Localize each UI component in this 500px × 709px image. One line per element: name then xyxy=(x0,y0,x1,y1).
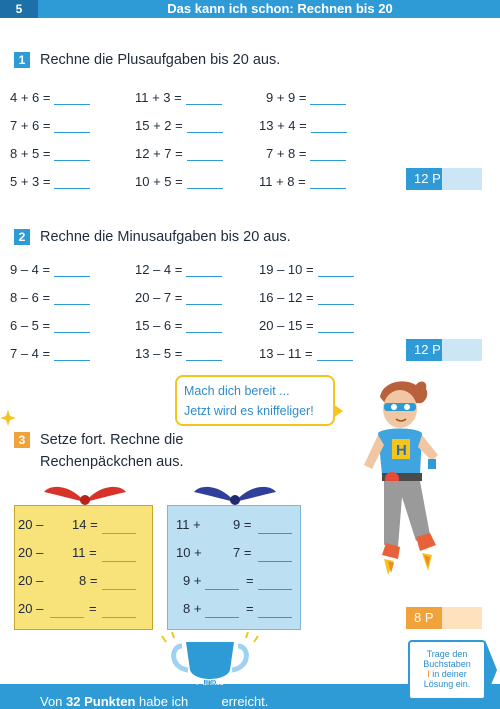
hint-letter: I xyxy=(427,669,430,679)
superhero-boy-illustration xyxy=(358,375,476,585)
answer-blank[interactable] xyxy=(54,118,90,133)
answer-blank[interactable] xyxy=(187,174,223,189)
task-text: 13 – 11 = xyxy=(259,346,313,361)
task-text: 8 – 6 = xyxy=(10,290,51,305)
row-right: = xyxy=(246,573,254,588)
answer-blank[interactable] xyxy=(186,262,222,277)
task-text: 19 – 10 = xyxy=(259,262,314,277)
task-text: 15 – 6 = xyxy=(135,318,183,333)
answer-blank[interactable] xyxy=(186,290,222,305)
score-box-section-1 xyxy=(406,168,482,190)
score-box-section-2 xyxy=(406,339,482,361)
score-field[interactable] xyxy=(442,168,482,190)
row-left: 11 + xyxy=(176,517,201,532)
answer-blank[interactable] xyxy=(54,174,90,189)
section-3-number: 3 xyxy=(14,432,30,448)
footer-points: 32 Punkten xyxy=(66,694,136,709)
answer-blank[interactable] xyxy=(258,589,292,590)
row-right: 8 = xyxy=(79,573,98,588)
page-number: 5 xyxy=(0,0,38,18)
score-label: 8 P xyxy=(406,607,442,629)
answer-blank[interactable] xyxy=(310,174,346,189)
task-text: 20 – 7 = xyxy=(135,290,183,305)
answer-blank[interactable] xyxy=(311,118,347,133)
answer-blank[interactable] xyxy=(258,617,292,618)
section-2-title: Rechne die Minusaufgaben bis 20 aus. xyxy=(40,229,291,245)
footer-suffix: erreicht. xyxy=(221,694,269,709)
bubble-line-2: Jetzt wird es kniffeliger! xyxy=(184,404,314,418)
row-right: 14 = xyxy=(72,517,98,532)
answer-blank[interactable] xyxy=(258,533,292,534)
task-text: 12 + 7 = xyxy=(135,146,183,161)
answer-blank[interactable] xyxy=(102,533,136,534)
task-text: 6 – 5 = xyxy=(10,318,51,333)
section-3-title-line-1: Setze fort. Rechne die xyxy=(40,432,184,448)
task-text: 11 + 3 = xyxy=(135,90,182,105)
answer-blank[interactable] xyxy=(258,561,292,562)
answer-blank[interactable] xyxy=(54,262,90,277)
section-1-number: 1 xyxy=(14,52,30,68)
score-box-section-3 xyxy=(406,607,482,629)
task-text: 10 + 5 = xyxy=(135,174,183,189)
section-1-title: Rechne die Plusaufgaben bis 20 aus. xyxy=(40,52,281,68)
answer-blank[interactable] xyxy=(318,318,354,333)
task-text: 20 – 15 = xyxy=(259,318,314,333)
section-2-number: 2 xyxy=(14,229,30,245)
footer-prefix: Von xyxy=(40,694,63,709)
answer-blank[interactable] xyxy=(50,617,84,618)
task-text: 15 + 2 = xyxy=(135,118,183,133)
answer-blank[interactable] xyxy=(186,346,222,361)
answer-blank[interactable] xyxy=(54,90,90,105)
answer-blank[interactable] xyxy=(310,146,346,161)
task-text: 9 – 4 = xyxy=(10,262,51,277)
hint-box xyxy=(408,640,486,700)
bubble-line-1: Mach dich bereit ... xyxy=(184,384,290,398)
task-text: 16 – 12 = xyxy=(259,290,314,305)
row-left: 10 + xyxy=(176,545,202,560)
speech-bubble-tail xyxy=(333,404,343,418)
row-right: 11 = xyxy=(72,545,97,560)
answer-blank[interactable] xyxy=(54,318,90,333)
answer-blank[interactable] xyxy=(187,146,223,161)
row-left: 20 – xyxy=(18,545,44,560)
answer-blank[interactable] xyxy=(102,561,136,562)
row-right: = xyxy=(89,601,97,616)
row-left: 20 – xyxy=(18,601,44,616)
task-text: 4 + 6 = xyxy=(10,90,51,105)
answer-blank[interactable] xyxy=(54,146,90,161)
sparkle-icon xyxy=(0,410,16,426)
answer-blank[interactable] xyxy=(102,589,136,590)
answer-blank[interactable] xyxy=(54,346,90,361)
task-text: 7 – 4 = xyxy=(10,346,51,361)
row-right: 9 = xyxy=(233,517,252,532)
task-text: 7 + 6 = xyxy=(10,118,51,133)
answer-blank[interactable] xyxy=(318,262,354,277)
answer-blank[interactable] xyxy=(317,346,353,361)
footer-text xyxy=(40,694,268,709)
row-left: 20 – xyxy=(18,573,44,588)
hint-arrow xyxy=(485,640,497,700)
answer-blank[interactable] xyxy=(310,90,346,105)
task-text: 7 + 8 = xyxy=(266,146,307,161)
footer-middle: habe ich xyxy=(139,694,189,709)
trophy-label: Punkte xyxy=(195,677,225,687)
task-text: 11 + 8 = xyxy=(259,174,306,189)
answer-blank[interactable] xyxy=(205,589,239,590)
task-text: 5 + 3 = xyxy=(10,174,51,189)
section-3-title-line-2: Rechenpäckchen aus. xyxy=(40,454,184,470)
row-right: = xyxy=(246,601,254,616)
score-label: 12 P xyxy=(406,339,442,361)
speech-bubble xyxy=(175,375,335,426)
row-left: 20 – xyxy=(18,517,44,532)
score-field[interactable] xyxy=(442,339,482,361)
score-field[interactable] xyxy=(442,607,482,629)
task-text: 12 – 4 = xyxy=(135,262,183,277)
row-right: 7 = xyxy=(233,545,252,560)
row-left: 8 + xyxy=(183,601,202,616)
red-bow-icon xyxy=(40,482,130,507)
task-text: 9 + 9 = xyxy=(266,90,307,105)
answer-blank[interactable] xyxy=(187,118,223,133)
answer-blank[interactable] xyxy=(318,290,354,305)
answer-blank[interactable] xyxy=(186,90,222,105)
score-label: 12 P xyxy=(406,168,442,190)
answer-blank[interactable] xyxy=(186,318,222,333)
answer-blank[interactable] xyxy=(102,617,136,618)
task-text: 13 – 5 = xyxy=(135,346,183,361)
answer-blank[interactable] xyxy=(54,290,90,305)
hint-line-4: Lösung ein. xyxy=(423,679,471,689)
hint-line-2: Buchstaben xyxy=(423,659,471,669)
svg-text:H: H xyxy=(396,442,407,459)
row-left: 9 + xyxy=(183,573,202,588)
hint-line-1: Trage den xyxy=(426,649,468,659)
task-text: 8 + 5 = xyxy=(10,146,51,161)
hint-line-3: in deiner xyxy=(432,669,467,679)
task-text: 13 + 4 = xyxy=(259,118,307,133)
page-title: Das kann ich schon: Rechnen bis 20 xyxy=(167,1,393,16)
answer-blank[interactable] xyxy=(205,617,239,618)
blue-bow-icon xyxy=(190,482,280,507)
